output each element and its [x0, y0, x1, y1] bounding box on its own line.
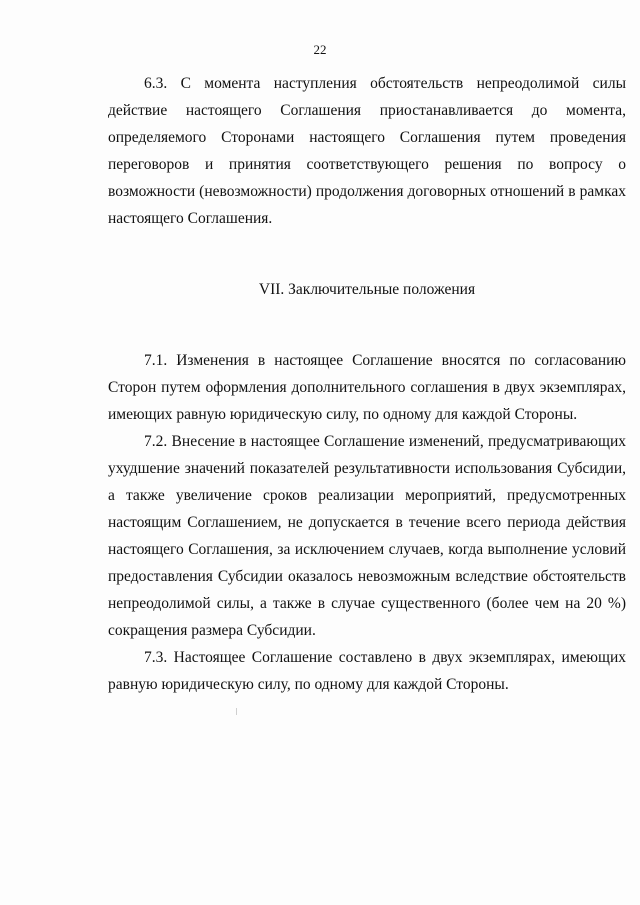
paragraph-6-3: 6.3. С момента наступления обстоятельств непреодолимой силы действие настоящего Соглашения приостанавливается до момента, определяемого Сторонами настоящего Соглашения путем проведения переговоров и принятия соответствующего решения по вопросу о возможности (невозможности) продолжения договорных отношений в рамках настоящего Соглашения. — [108, 75, 626, 227]
page-number: 22 — [313, 42, 327, 57]
scan-artifact — [236, 708, 237, 715]
section-heading: VII. Заключительные положения — [258, 281, 476, 298]
paragraph-7-2: 7.2. Внесение в настоящее Соглашение изменений, предусматривающих ухудшение значений показателей результативности использования Субсидии, а также увеличение сроков реализации мероприятий, предусмотренных настоящим Соглашением, не допускается в течение всего периода действия настоящего Соглашения, за исключением случаев, когда выполнение условий предоставления Субсидии оказалось невозможным вследствие обстоятельств непреодолимой силы, а также в случае существенного (более чем на 20 %) сокращения размера Субсидии. — [108, 433, 626, 639]
document-body — [108, 70, 626, 698]
spacer — [108, 232, 626, 276]
spacer — [108, 303, 626, 347]
paragraph-7-3: 7.3. Настоящее Соглашение составлено в двух экземплярах, имеющих равную юридическую силу, по одному для каждой Стороны. — [108, 649, 626, 693]
paragraph-7-1: 7.1. Изменения в настоящее Соглашение вносятся по согласованию Сторон путем оформления дополнительного соглашения в двух экземплярах, имеющих равную юридическую силу, по одному для каждой Стороны. — [108, 352, 626, 423]
